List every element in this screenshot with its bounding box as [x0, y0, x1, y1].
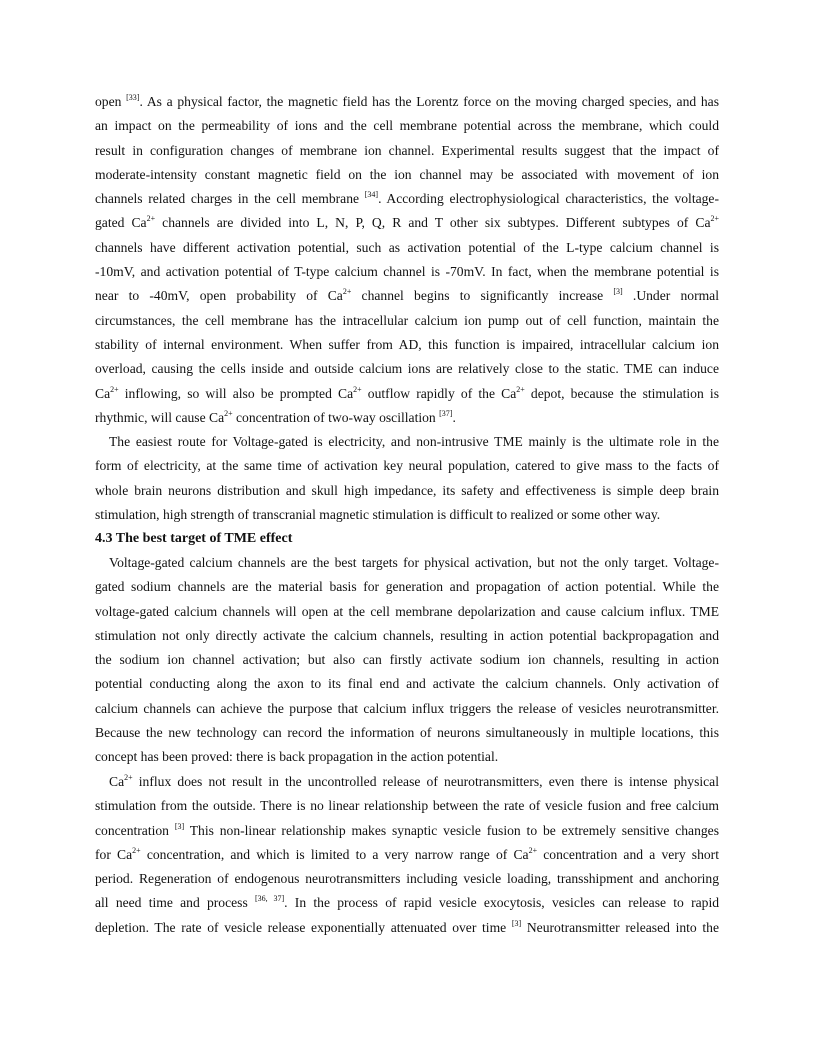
text-line [95, 430, 719, 454]
superscript: [3] [174, 821, 185, 831]
text-run: inflowing, so will also be prompted Ca [118, 385, 354, 401]
superscript: [36, 37] [255, 894, 285, 904]
text-line [95, 575, 719, 599]
text-line [95, 454, 719, 478]
text-run: . As a physical factor, the magnetic field has the Lorentz force on the moving charged species, and has [139, 94, 719, 109]
text-run: an impact on the permeability of ions and the cell membrane potential across the membrane, which could [95, 118, 719, 134]
text-line [95, 211, 719, 235]
text-line [95, 90, 719, 114]
text-run: period. Regeneration of endogenous neurotransmitters including vesicle loading, transshipment and anchoring [95, 871, 719, 887]
text-line [95, 187, 719, 211]
superscript: [33] [126, 93, 140, 102]
text-line [95, 697, 719, 721]
text-run: concept has been proved: there is back propagation in the action potential. [95, 749, 499, 765]
text-run: circumstances, the cell membrane has the intracellular calcium ion pump out of cell function, maintain the [95, 312, 719, 328]
text-line [95, 284, 719, 308]
text-run: rhythmic, will cause Ca [95, 409, 225, 425]
text-line [95, 333, 719, 357]
text-run: stimulation, high strength of transcranial magnetic stimulation is difficult to realized or some other way. [95, 506, 661, 522]
text-run: gated Ca [95, 215, 147, 231]
text-line [95, 382, 719, 406]
text-line [95, 672, 719, 696]
text-run: depot, because the stimulation is [524, 385, 719, 401]
text-line [95, 867, 719, 891]
paragraph-2 [95, 430, 719, 527]
text-run: influx does not result in the uncontrolled release of neurotransmitters, even there is intense physical [132, 774, 719, 789]
text-run: Ca [95, 385, 111, 401]
text-line [95, 600, 719, 624]
superscript: 2+ [132, 845, 141, 855]
text-run: Voltage-gated calcium channels are the best targets for physical activation, but not the only target. Voltage- [109, 555, 719, 570]
text-run: outflow rapidly of the Ca [361, 385, 517, 401]
text-run: gated sodium channels are the material basis for generation and propagation of action potential. While the [95, 579, 719, 595]
text-run: potential conducting along the axon to its final end and activate the calcium channels. Only activation of [95, 676, 719, 692]
text-line [95, 163, 719, 187]
text-run: Because the new technology can record the information of neurons simultaneously in multiple locations, this [95, 725, 719, 741]
superscript: 2+ [710, 214, 719, 224]
text-line [95, 843, 719, 867]
text-run: concentration of two-way oscillation [232, 409, 440, 425]
text-run: channels have different activation potential, such as activation potential of the L-type calcium channel is [95, 239, 719, 255]
superscript: 2+ [124, 773, 133, 782]
text-line [95, 139, 719, 163]
superscript: [34] [364, 190, 379, 200]
text-line [95, 503, 719, 527]
text-run: overload, causing the cells inside and outside calcium ions are relatively close to the static. TME can induce [95, 361, 719, 377]
text-run: concentration [95, 822, 175, 838]
text-run: stability of internal environment. When suffer from AD, this function is impaired, intracellular calcium ion [95, 336, 719, 352]
text-run: The easiest route for Voltage-gated is electricity, and non-intrusive TME mainly is the ultimate role in the [109, 434, 719, 449]
text-run: form of electricity, at the same time of activation key neural population, catered to give mass to the facts of [95, 458, 719, 474]
text-run: moderate-intensity constant magnetic field on the ion channel may be associated with movement of ion [95, 166, 719, 182]
text-run: whole brain neurons distribution and skull high impedance, its safety and effectiveness is simple deep brain [95, 482, 719, 498]
text-line [95, 260, 719, 284]
text-run: calcium channels can achieve the purpose that calcium influx triggers the release of vesicles neurotransmitter. [95, 700, 719, 716]
superscript: [3] [613, 287, 623, 297]
text-line [95, 891, 719, 915]
superscript: 2+ [516, 384, 525, 394]
superscript: 2+ [224, 408, 233, 418]
text-run: channels related charges in the cell membrane [95, 191, 365, 207]
text-line [95, 236, 719, 260]
text-run: all need time and process [95, 895, 255, 911]
text-line [95, 916, 719, 940]
text-line [95, 770, 719, 794]
text-line [95, 114, 719, 138]
text-run: This non-linear relationship makes synaptic vesicle fusion to be extremely sensitive changes [184, 822, 719, 838]
text-line [95, 309, 719, 333]
section-heading [95, 527, 719, 551]
text-run: depletion. The rate of vesicle release exponentially attenuated over time [95, 919, 512, 935]
text-run: Neurotransmitter released into the [521, 919, 719, 935]
superscript: 2+ [353, 384, 362, 394]
superscript: 2+ [146, 214, 156, 224]
text-run: . According electrophysiological characteristics, the voltage- [378, 191, 719, 207]
text-line [95, 479, 719, 503]
text-line [95, 648, 719, 672]
text-line [95, 406, 719, 430]
text-run: .Under normal [622, 288, 719, 304]
text-line [95, 551, 719, 575]
text-line [95, 794, 719, 818]
text-line [95, 721, 719, 745]
text-run: concentration, and which is limited to a very narrow range of Ca [140, 846, 529, 862]
text-run: channels are divided into L, N, P, Q, R and T other six subtypes. Different subtypes of Ca [155, 215, 711, 231]
text-line [95, 745, 719, 769]
text-run: open [95, 94, 127, 109]
text-run: . [452, 409, 456, 425]
text-line [95, 819, 719, 843]
superscript: [37] [439, 408, 453, 418]
superscript: [3] [511, 918, 522, 928]
section-heading-text: 4.3 The best target of TME effect [95, 531, 293, 546]
text-run: channel begins to significantly increase [351, 288, 614, 304]
text-run: concentration and a very short [537, 846, 719, 862]
text-run: near to -40mV, open probability of Ca [95, 288, 343, 304]
superscript: 2+ [342, 287, 352, 297]
paragraph-3 [95, 551, 719, 770]
superscript: 2+ [528, 845, 538, 855]
text-run: voltage-gated calcium channels will open at the cell membrane depolarization and cause calcium influx. TME [95, 603, 719, 619]
text-run: result in configuration changes of membrane ion channel. Experimental results suggest that the impact of [95, 142, 719, 158]
text-run: for Ca [95, 846, 133, 862]
paragraph-1 [95, 90, 719, 430]
superscript: 2+ [110, 384, 119, 394]
text-run: Ca [109, 774, 125, 789]
text-line [95, 357, 719, 381]
text-line [95, 624, 719, 648]
text-run: the sodium ion channel activation; but also can firstly activate sodium ion channels, resulting in action [95, 652, 719, 668]
text-run: -10mV, and activation potential of T-type calcium channel is -70mV. In fact, when the membrane potential is [95, 264, 719, 280]
text-run: stimulation from the outside. There is no linear relationship between the rate of vesicle fusion and free calcium [95, 798, 719, 814]
text-run: stimulation not only directly activate the calcium channels, resulting in action potential backpropagation and [95, 627, 719, 643]
paragraph-4 [95, 770, 719, 940]
text-run: . In the process of rapid vesicle exocytosis, vesicles can release to rapid [284, 895, 720, 911]
